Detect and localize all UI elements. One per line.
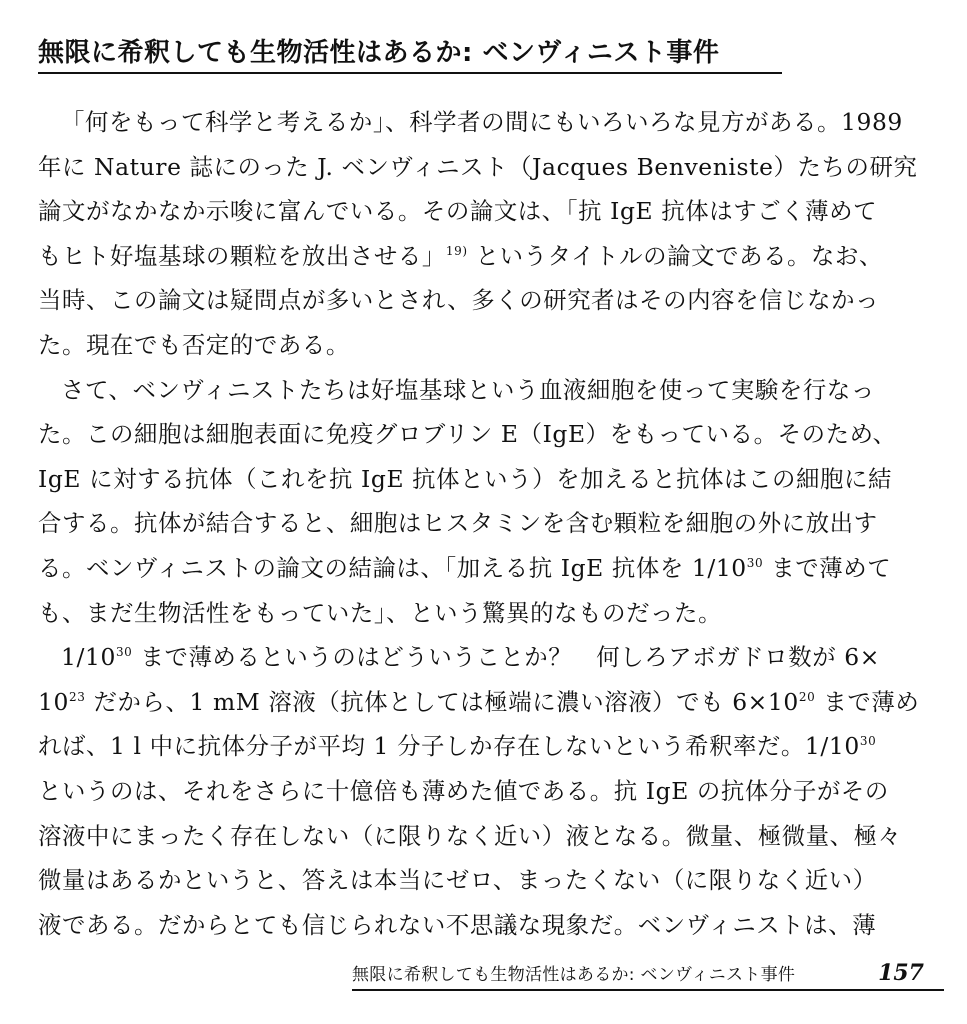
text-line: 論文がなかなか示唆に富んでいる。その論文は、「抗 IgE 抗体はすごく薄めて xyxy=(38,197,878,226)
text-line: た。この細胞は細胞表面に免疫グロブリン E（IgE）をもっている。そのため、 xyxy=(38,420,897,449)
title-underline xyxy=(38,72,782,74)
body-text xyxy=(38,100,933,947)
text-line: さて、ベンヴィニストたちは好塩基球という血液細胞を使って実験を行なっ xyxy=(61,375,875,404)
text-line: $10^{23}$ だから、1 mM 溶液（抗体としては極端に濃い溶液）でも $6\times 10^{20}$ まで薄め xyxy=(38,687,920,716)
exponent-superscript: 30 xyxy=(859,734,877,749)
exponent-superscript: 20 xyxy=(798,689,816,704)
footer-rule xyxy=(352,989,944,991)
text-line: 液である。だからとても信じられない不思議な現象だ。ベンヴィニストは、薄 xyxy=(38,910,877,939)
text-line: というのは、それをさらに十億倍も薄めた値である。抗 IgE の抗体分子がその xyxy=(38,776,889,805)
section-title: 無限に希釈しても生物活性はあるか: ベンヴィニスト事件 xyxy=(38,38,720,68)
text-line: 年に Nature 誌にのった J. ベンヴィニスト（Jacques Benveniste）たちの研究 xyxy=(38,152,918,181)
exponent-superscript: 30 xyxy=(115,645,133,660)
text-line: 「何をもって科学と考えるか」、科学者の間にもいろいろな見方がある。1989 xyxy=(61,108,903,136)
reference-superscript: 19) xyxy=(445,243,468,258)
text-line: た。現在でも否定的である。 xyxy=(38,330,350,359)
text-line: れば、1 l 中に抗体分子が平均 1 分子しか存在しないという希釈率だ。$1/10^{30}$ xyxy=(38,732,877,761)
text-line: 当時、この論文は疑問点が多いとされ、多くの研究者はその内容を信じなかっ xyxy=(38,286,880,315)
running-footer xyxy=(352,960,944,991)
text-line: 合する。抗体が結合すると、細胞はヒスタミンを含む顆粒を細胞の外に放出す xyxy=(38,509,878,538)
text-line: る。ベンヴィニストの論文の結論は、「加える抗 IgE 抗体を $1/10^{30}$ まで薄めて xyxy=(38,553,892,582)
exponent-superscript: 30 xyxy=(746,555,764,570)
text-line: もヒト好塩基球の顆粒を放出させる」$^{19)}$ というタイトルの論文である。なお、 xyxy=(38,241,884,270)
text-line: 微量はあるかというと、答えは本当にゼロ、まったくない（に限りなく近い） xyxy=(38,866,877,895)
text-line: 溶液中にまったく存在しない（に限りなく近い）液となる。微量、極微量、極々 xyxy=(38,821,902,850)
footer-title: 無限に希釈しても生物活性はあるか: ベンヴィニスト事件 xyxy=(352,965,796,985)
exponent-superscript: 23 xyxy=(68,689,86,704)
text-line: IgE に対する抗体（これを抗 IgE 抗体という）を加えると抗体はこの細胞に結 xyxy=(38,464,892,493)
text-line: も、まだ生物活性をもっていた」、という驚異的なものだった。 xyxy=(38,598,723,627)
page-number: 157 xyxy=(878,960,924,986)
text-line: $1/10^{30}$ まで薄めるというのはどういうことか？ 何しろアボガドロ数が 6× xyxy=(61,643,880,672)
